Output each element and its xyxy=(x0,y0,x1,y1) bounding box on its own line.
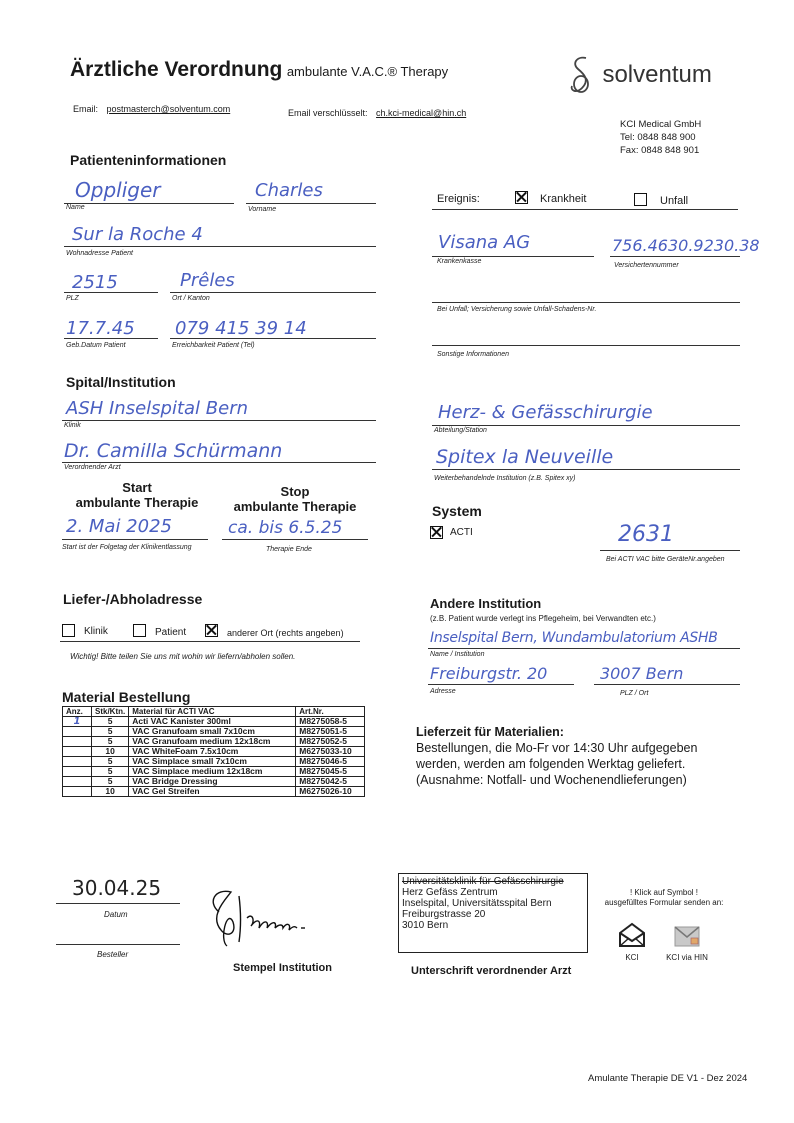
version-label: Amulante Therapie DE V1 - Dez 2024 xyxy=(588,1073,748,1084)
brand-logo xyxy=(568,54,712,96)
company-fax: Fax: 0848 848 901 xyxy=(620,145,700,156)
patient-vorname-line xyxy=(246,203,376,204)
sonstige-label: Sonstige Informationen xyxy=(437,351,509,358)
versnr-label: Versichertennummer xyxy=(614,262,679,269)
row-material: Acti VAC Kanister 300ml xyxy=(129,717,296,727)
geraet-line xyxy=(600,550,740,551)
klinik-value[interactable]: ASH Inselspital Bern xyxy=(66,398,249,419)
liefer-hinweis: Wichtig! Bitte teilen Sie uns mit wohin wir liefern/abholen sollen. xyxy=(70,652,296,661)
row-artnr: M8275045-5 xyxy=(296,767,365,777)
row-stk: 10 xyxy=(92,747,129,757)
klinik-label: Klinik xyxy=(64,422,81,429)
liefer-section-title: Liefer-/Abholadresse xyxy=(63,591,203,607)
start-title-2: ambulante Therapie xyxy=(75,495,199,510)
kasse-label: Krankenkasse xyxy=(437,258,482,265)
patient-ort-value[interactable]: Prêles xyxy=(180,270,235,291)
row-stk: 5 xyxy=(92,757,129,767)
acti-checkbox[interactable] xyxy=(430,526,443,539)
email-label: Email: xyxy=(73,104,99,114)
row-artnr: M8275051-5 xyxy=(296,727,365,737)
event-line xyxy=(432,209,738,210)
start-title xyxy=(62,480,212,510)
andere-plz-ort-label: PLZ / Ort xyxy=(620,690,649,697)
spital-section-title: Spital/Institution xyxy=(66,374,176,390)
acti-label: ACTI xyxy=(450,527,473,538)
row-stk: 5 xyxy=(92,717,129,727)
row-artnr: M8275052-5 xyxy=(296,737,365,747)
row-artnr: M8275042-5 xyxy=(296,777,365,787)
row-artnr: M6275026-10 xyxy=(296,787,365,797)
hin-mail-icon xyxy=(673,924,701,948)
datum-label: Datum xyxy=(104,910,128,919)
document-title xyxy=(70,58,448,82)
company-name: KCI Medical GmbH xyxy=(620,119,702,130)
sonstige-line xyxy=(432,345,740,346)
patient-vorname-value[interactable]: Charles xyxy=(255,180,323,201)
arzt-value[interactable]: Dr. Camilla Schürmann xyxy=(64,440,283,462)
email-enc-row xyxy=(288,108,466,118)
row-material: VAC Granufoam small 7x10cm xyxy=(129,727,296,737)
unfall-checkbox[interactable] xyxy=(634,193,647,206)
kasse-value[interactable]: Visana AG xyxy=(438,232,531,253)
row-artnr: M8275058-5 xyxy=(296,717,365,727)
patient-name-line xyxy=(64,203,234,204)
stop-title xyxy=(222,484,368,514)
patient-plz-value[interactable]: 2515 xyxy=(72,272,118,293)
kci-label: KCI xyxy=(625,953,639,962)
start-value[interactable]: 2. Mai 2025 xyxy=(66,516,172,537)
email-enc-link[interactable]: ch.kci-medical@hin.ch xyxy=(376,108,467,118)
stop-title-1: Stop xyxy=(280,484,310,499)
col-artnr: Art.Nr. xyxy=(296,707,365,717)
table-row xyxy=(63,767,365,777)
lieferzeit-line2: werden, werden am folgenden Werktag geliefert. xyxy=(416,757,686,771)
kci-hin-label: KCI via HIN xyxy=(666,953,708,962)
lieferzeit-title: Lieferzeit für Materialien: xyxy=(416,725,564,739)
andere-adresse-label: Adresse xyxy=(430,688,456,695)
institution-stamp xyxy=(398,873,588,953)
brand-name: solventum xyxy=(602,61,712,88)
andere-hint: (z.B. Patient wurde verlegt ins Pflegeheim, bei Verwandten etc.) xyxy=(430,614,656,623)
row-stk: 5 xyxy=(92,727,129,737)
andere-plz-ort-value[interactable]: 3007 Bern xyxy=(600,664,684,683)
liefer-line xyxy=(60,641,360,642)
kasse-line xyxy=(432,256,594,257)
envelope-icon xyxy=(618,922,646,948)
table-row xyxy=(63,717,365,727)
klick-hint: ! Klick auf Symbol ! xyxy=(629,888,699,897)
patient-dob-value[interactable]: 17.7.45 xyxy=(66,318,135,339)
system-section-title: System xyxy=(432,503,482,519)
table-row xyxy=(63,727,365,737)
stamp-line: 3010 Bern xyxy=(402,920,449,931)
stop-value[interactable]: ca. bis 6.5.25 xyxy=(228,518,343,538)
unfall-nr-line xyxy=(432,302,740,303)
patient-plz-line xyxy=(64,292,158,293)
row-material: VAC Granufoam medium 12x18cm xyxy=(129,737,296,747)
row-anz[interactable] xyxy=(63,747,92,757)
signature-image xyxy=(197,882,327,952)
andere-name-value[interactable]: Inselspital Bern, Wundambulatorium ASHB xyxy=(430,630,718,646)
patient-tel-value[interactable]: 079 415 39 14 xyxy=(175,318,307,339)
patient-tel-label: Erreichbarkeit Patient (Tel) xyxy=(172,342,255,349)
company-tel: Tel: 0848 848 900 xyxy=(620,132,696,143)
unfall-label: Unfall xyxy=(660,195,689,207)
table-row xyxy=(63,747,365,757)
geraet-label: Bei ACTI VAC bitte GeräteNr.angeben xyxy=(606,556,725,563)
lieferzeit-block xyxy=(416,724,697,788)
title-sub: ambulante V.A.C.® Therapy xyxy=(286,64,449,79)
kci-hin-button[interactable] xyxy=(662,924,712,962)
abteilung-value[interactable]: Herz- & Gefässchirurgie xyxy=(438,402,653,423)
event-label: Ereignis: xyxy=(437,193,480,205)
email-enc-label: Email verschlüsselt: xyxy=(288,108,368,118)
liefer-patient-checkbox[interactable] xyxy=(133,624,146,637)
stop-line xyxy=(222,539,368,540)
table-row xyxy=(63,737,365,747)
abteilung-line xyxy=(432,425,740,426)
stop-label: Therapie Ende xyxy=(266,546,312,553)
table-row xyxy=(63,757,365,767)
andere-plz-ort-line xyxy=(594,684,740,685)
col-anz: Anz. xyxy=(63,707,92,717)
datum-value[interactable]: 30.04.25 xyxy=(72,876,162,900)
arzt-line xyxy=(62,462,376,463)
liefer-klinik-checkbox[interactable] xyxy=(62,624,75,637)
title-main: Ärztliche Verordnung xyxy=(70,58,283,81)
arzt-label: Verordnender Arzt xyxy=(64,464,121,471)
start-label: Start ist der Folgetag der Klinikentlassung xyxy=(62,544,192,551)
row-anz[interactable] xyxy=(63,727,92,737)
row-material: VAC Bridge Dressing xyxy=(129,777,296,787)
material-table xyxy=(62,706,365,797)
unterschrift-label: Unterschrift verordnender Arzt xyxy=(411,965,572,977)
row-anz[interactable] xyxy=(63,767,92,777)
company-info xyxy=(620,118,701,157)
row-anz[interactable] xyxy=(63,757,92,767)
weiter-label: Weiterbehandelnde Institution (z.B. Spitex xy) xyxy=(434,475,576,482)
row-material: VAC WhiteFoam 7.5x10cm xyxy=(129,747,296,757)
col-material: Material für ACTI VAC xyxy=(129,707,296,717)
start-line xyxy=(62,539,208,540)
lieferzeit-line3: (Ausnahme: Notfall- und Wochenendlieferungen) xyxy=(416,773,687,787)
patient-dob-label: Geb.Datum Patient xyxy=(66,342,126,349)
email-row xyxy=(73,104,230,114)
row-anz[interactable] xyxy=(63,787,92,797)
stamp-line: Universitätsklinik für Gefässchirurgie xyxy=(402,876,564,887)
lieferzeit-line1: Bestellungen, die Mo-Fr vor 14:30 Uhr aufgegeben xyxy=(416,741,698,755)
stamp-line: Inselspital, Universitätsspital Bern xyxy=(402,898,552,909)
andere-section-title: Andere Institution xyxy=(430,596,542,611)
row-anz[interactable]: 1 xyxy=(63,717,92,727)
klinik-line xyxy=(62,420,376,421)
row-artnr: M6275033-10 xyxy=(296,747,365,757)
weiter-line xyxy=(432,469,740,470)
row-material: VAC Simplace small 7x10cm xyxy=(129,757,296,767)
row-material: VAC Simplace medium 12x18cm xyxy=(129,767,296,777)
patient-name-label: Name xyxy=(66,204,85,211)
stempel-label: Stempel Institution xyxy=(233,962,332,974)
patient-name-value[interactable]: Oppliger xyxy=(75,178,161,202)
versnr-value[interactable]: 756.4630.9230.38 xyxy=(612,236,760,255)
row-stk: 10 xyxy=(92,787,129,797)
row-stk: 5 xyxy=(92,777,129,787)
patient-plz-label: PLZ xyxy=(66,295,79,302)
andere-name-line xyxy=(428,648,740,649)
table-row xyxy=(63,777,365,787)
kci-mail-button[interactable] xyxy=(612,922,652,962)
stop-title-2: ambulante Therapie xyxy=(233,499,357,514)
andere-adresse-line xyxy=(428,684,574,685)
andere-adresse-value[interactable]: Freiburgstr. 20 xyxy=(430,664,548,683)
patient-ort-label: Ort / Kanton xyxy=(172,295,210,302)
send-hint: ausgefülltes Formular senden an: xyxy=(604,898,724,907)
table-row xyxy=(63,787,365,797)
row-stk: 5 xyxy=(92,737,129,747)
patient-address-value[interactable]: Sur la Roche 4 xyxy=(72,224,203,245)
send-instructions xyxy=(596,888,732,908)
row-anz[interactable] xyxy=(63,777,92,787)
liefer-anderer-checkbox[interactable] xyxy=(205,624,218,637)
krankheit-label: Krankheit xyxy=(540,193,587,205)
solventum-s-icon xyxy=(568,54,594,96)
patient-address-label: Wohnadresse Patient xyxy=(66,250,133,257)
krankheit-checkbox[interactable] xyxy=(515,191,528,204)
andere-name-label: Name / Institution xyxy=(430,651,485,658)
patient-vorname-label: Vorname xyxy=(248,206,277,213)
patient-ort-line xyxy=(170,292,376,293)
besteller-line xyxy=(56,944,180,945)
patient-address-line xyxy=(64,246,376,247)
row-artnr: M8275046-5 xyxy=(296,757,365,767)
material-section-title: Material Bestellung xyxy=(62,689,191,705)
stamp-line: Herz Gefäss Zentrum xyxy=(402,887,498,898)
besteller-label: Besteller xyxy=(97,950,129,959)
stamp-line: Freiburgstrasse 20 xyxy=(402,909,486,920)
row-stk: 5 xyxy=(92,767,129,777)
versnr-line xyxy=(610,256,740,257)
geraet-value[interactable]: 2631 xyxy=(618,522,674,547)
material-header-row xyxy=(63,707,365,717)
patient-section-title: Patienteninformationen xyxy=(70,152,227,168)
liefer-klinik-label: Klinik xyxy=(84,626,108,637)
patient-dob-line xyxy=(64,338,158,339)
start-title-1: Start xyxy=(122,480,152,495)
col-stk: Stk/Ktn. xyxy=(92,707,129,717)
datum-line xyxy=(56,903,180,904)
liefer-patient-label: Patient xyxy=(155,627,187,638)
unfall-nr-label: Bei Unfall; Versicherung sowie Unfall-Schadens-Nr. xyxy=(437,306,597,313)
abteilung-label: Abteilung/Station xyxy=(434,427,487,434)
email-link[interactable]: postmasterch@solventum.com xyxy=(106,104,231,114)
row-anz[interactable] xyxy=(63,737,92,747)
weiter-value[interactable]: Spitex la Neuveille xyxy=(436,446,614,468)
patient-tel-line xyxy=(170,338,376,339)
liefer-anderer-label: anderer Ort (rechts angeben) xyxy=(227,628,344,638)
row-material: VAC Gel Streifen xyxy=(129,787,296,797)
